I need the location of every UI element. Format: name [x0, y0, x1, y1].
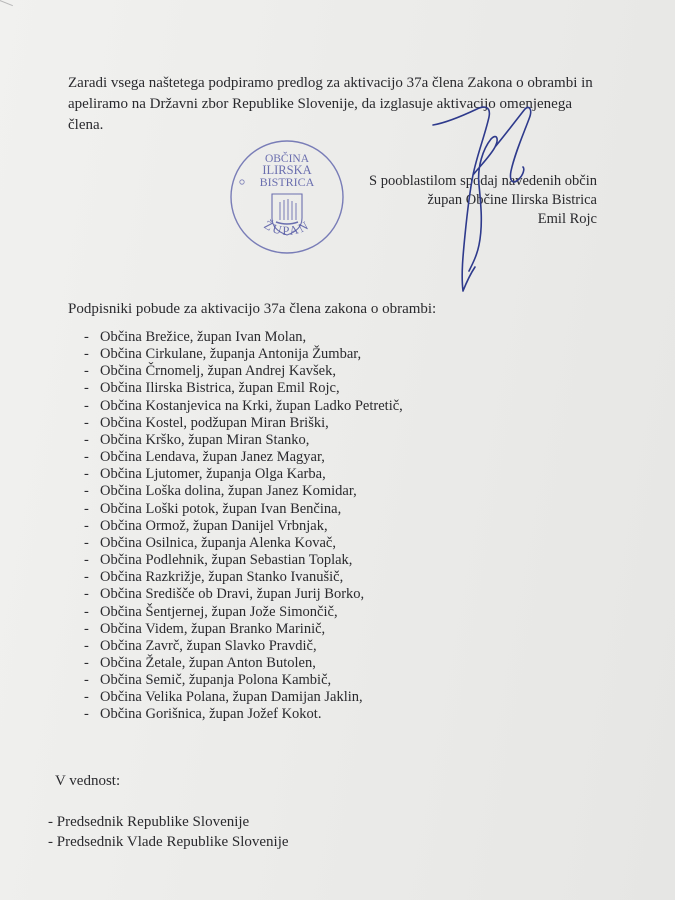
authorization-line-1: S pooblastilom spodaj navedenih občin: [369, 173, 597, 189]
signers-title: Podpisniki pobude za aktivacijo 37a člena zakona o obrambi:: [68, 301, 437, 317]
list-bullet: -: [84, 689, 89, 706]
recipients-list: [48, 812, 289, 852]
list-bullet: -: [84, 346, 89, 363]
list-item: [84, 432, 403, 449]
recipient-item: - Predsednik Vlade Republike Slovenije: [48, 834, 289, 850]
signer-text: Občina Gorišnica, župan Jožef Kokot.: [100, 706, 322, 723]
list-bullet: -: [84, 397, 89, 414]
stamp-line-3: BISTRICA: [259, 175, 315, 189]
list-item: [84, 380, 403, 397]
list-bullet: -: [84, 431, 89, 448]
list-bullet: -: [84, 534, 89, 551]
signer-text: Občina Loški potok, župan Ivan Benčina,: [100, 500, 342, 517]
list-item: [84, 689, 403, 706]
list-bullet: -: [84, 517, 89, 534]
signer-text: Občina Videm, župan Branko Marinič,: [100, 620, 326, 637]
list-bullet: -: [84, 414, 89, 431]
list-item: [84, 552, 403, 569]
list-bullet: -: [84, 380, 89, 397]
list-item: [84, 621, 403, 638]
signers-list: [84, 329, 403, 724]
list-item: [84, 706, 403, 723]
list-bullet: -: [84, 706, 89, 723]
list-bullet: -: [84, 672, 89, 689]
stamp-line-2: ILIRSKA: [262, 163, 312, 177]
list-bullet: -: [84, 483, 89, 500]
signer-text: Občina Lendava, župan Janez Magyar,: [100, 449, 325, 466]
signer-text: Občina Središče ob Dravi, župan Jurij Borko,: [100, 586, 365, 603]
list-item: [84, 586, 403, 603]
signer-text: Občina Kostanjevica na Krki, župan Ladko Petretič,: [100, 397, 403, 414]
intro-line-2: apeliramo na Državni zbor Republike Slovenije, da izglasuje aktivacijo omenjenega člena.: [68, 96, 572, 133]
signer-text: Občina Osilnica, županja Alenka Kovač,: [100, 534, 336, 551]
list-item: [84, 363, 403, 380]
list-bullet: -: [84, 637, 89, 654]
municipality-stamp: [228, 138, 346, 256]
signer-text: Občina Cirkulane, županja Antonija Žumbar,: [100, 346, 362, 363]
list-item: [84, 604, 403, 621]
signer-text: Občina Loška dolina, župan Janez Komidar,: [100, 483, 357, 500]
intro-line-1: Zaradi vsega naštetega podpiramo predlog za aktivacijo 37a člena Zakona o obrambi in: [68, 75, 593, 91]
list-bullet: -: [84, 603, 89, 620]
list-item: [84, 518, 403, 535]
list-item: [84, 569, 403, 586]
list-bullet: -: [84, 466, 89, 483]
signer-text: Občina Ormož, župan Danijel Vrbnjak,: [100, 517, 328, 534]
list-item: [84, 672, 403, 689]
list-item: [84, 346, 403, 363]
signer-text: Občina Brežice, župan Ivan Molan,: [100, 329, 307, 345]
signer-text: Občina Kostel, podžupan Miran Briški,: [100, 414, 329, 431]
list-bullet: -: [84, 500, 89, 517]
vednost-title: V vednost:: [55, 773, 121, 789]
signer-text: Občina Krško, župan Miran Stanko,: [100, 431, 310, 448]
signer-text: Občina Velika Polana, župan Damijan Jaklin,: [100, 689, 363, 706]
signer-text: Občina Razkrižje, župan Stanko Ivanušič,: [100, 569, 344, 586]
list-item: [84, 415, 403, 432]
list-item: [84, 466, 403, 483]
authorization-line-2: župan Občine Ilirska Bistrica: [427, 192, 597, 208]
stamp-bottom: ŽUPAN: [261, 217, 313, 238]
recipient-item: - Predsednik Republike Slovenije: [48, 814, 250, 830]
list-bullet: -: [84, 449, 89, 466]
signer-text: Občina Črnomelj, župan Andrej Kavšek,: [100, 363, 336, 380]
list-bullet: -: [84, 552, 89, 569]
list-item: [84, 449, 403, 466]
signer-text: Občina Podlehnik, župan Sebastian Toplak,: [100, 552, 353, 569]
list-item: [84, 501, 403, 518]
list-bullet: -: [84, 569, 89, 586]
list-item: [84, 398, 403, 415]
signer-text: Občina Žetale, župan Anton Butolen,: [100, 654, 316, 671]
fold-mark: [0, 0, 13, 6]
signer-text: Občina Zavrč, župan Slavko Pravdič,: [100, 637, 317, 654]
list-item: [84, 483, 403, 500]
list-item: [84, 329, 403, 346]
signer-text: Občina Semič, županja Polona Kambič,: [100, 672, 332, 689]
signer-text: Občina Šentjernej, župan Jože Simončič,: [100, 603, 338, 620]
list-bullet: -: [84, 363, 89, 380]
list-bullet: -: [84, 329, 89, 345]
list-item: [84, 638, 403, 655]
signer-text: Občina Ljutomer, županja Olga Karba,: [100, 466, 326, 483]
stamp-dot-icon: [240, 180, 244, 184]
authorization-line-3: Emil Rojc: [537, 211, 597, 227]
signer-text: Občina Ilirska Bistrica, župan Emil Rojc,: [100, 380, 340, 397]
list-bullet: -: [84, 620, 89, 637]
list-item: [84, 535, 403, 552]
list-bullet: -: [84, 654, 89, 671]
stamp-line-1: OBČINA: [264, 153, 310, 165]
handwritten-signature: [425, 95, 575, 300]
list-bullet: -: [84, 586, 89, 603]
list-item: [84, 655, 403, 672]
